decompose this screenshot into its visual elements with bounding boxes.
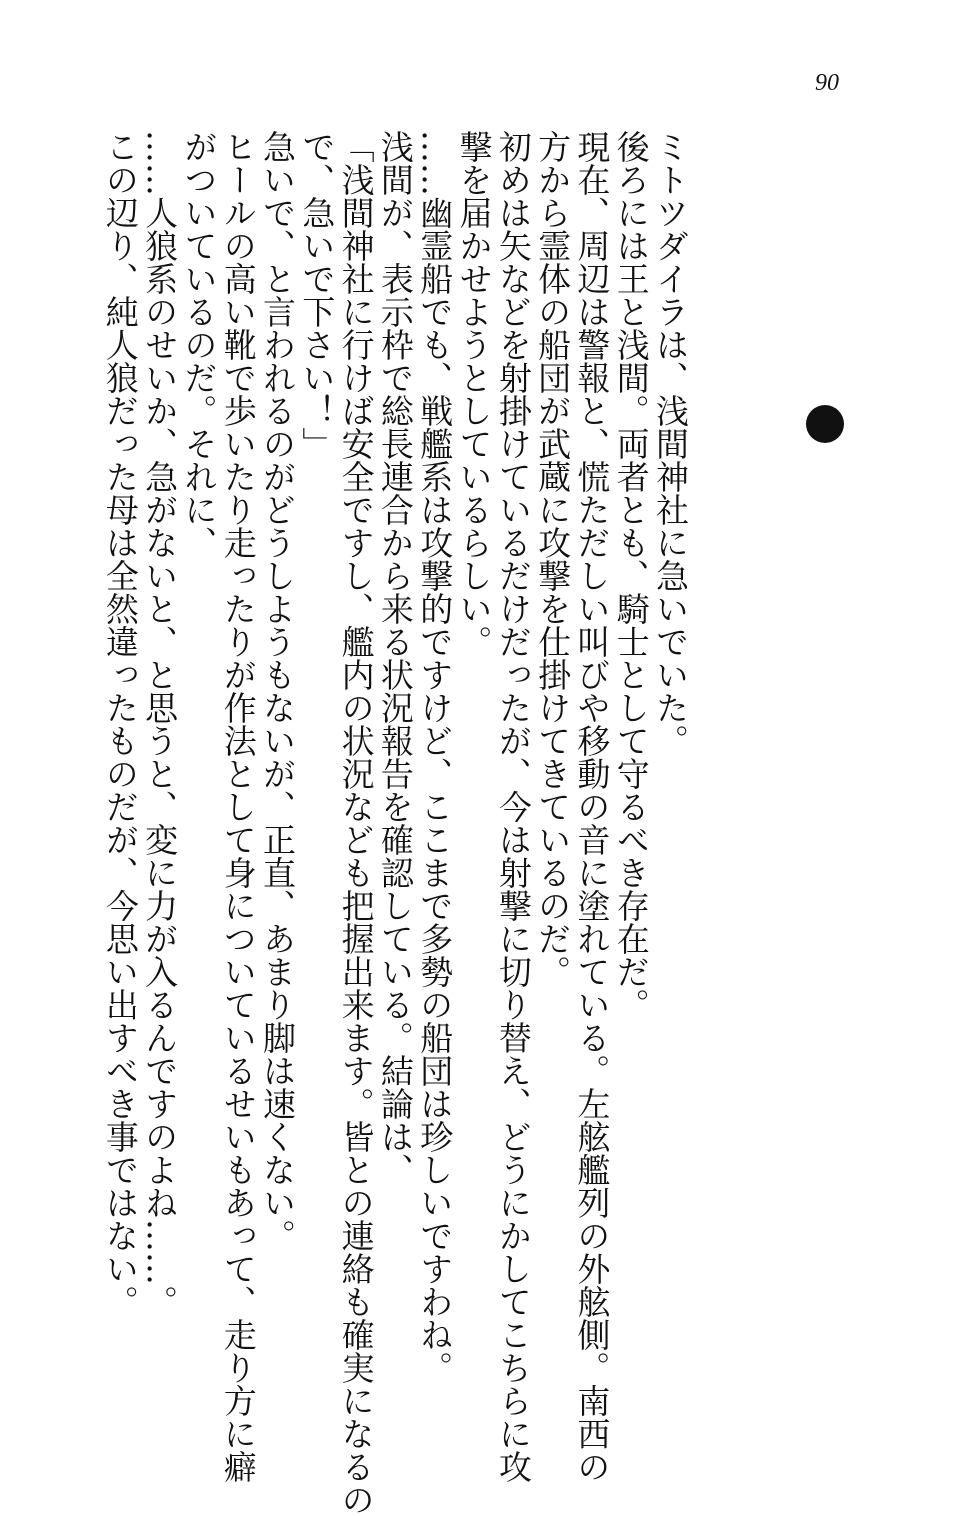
text-line: 急いで、と言われるのがどうしようもないが、正直、あまり脚は速くない。 [258, 130, 298, 1252]
text-line: 撃を届かせようとしているらしい。 [454, 130, 494, 658]
page-number: 90 [815, 70, 839, 96]
text-line: ……幽霊船でも、戦艦系は攻撃的ですけど、ここまで多勢の船団は珍しいですわね。 [415, 130, 455, 1384]
text-line: 初めは矢などを射掛けているだけだったが、今は射撃に切り替え、どうにかしてこちらに攻 [493, 130, 533, 1483]
text-line: で、急いで下さい！」 [297, 130, 337, 460]
text-line: 現在、周辺は警報と、慌ただしい叫びや移動の音に塗れている。左舷艦列の外舷側。南西の [572, 130, 612, 1483]
text-line: ヒールの高い靴で歩いたり走ったりが作法として身についているせいもあって、走り方に癖 [218, 130, 258, 1483]
text-line: がついているのだ。それに、 [179, 130, 219, 559]
text-line: 浅間が、表示枠で総長連合から来る状況報告を確認している。結論は、 [375, 130, 415, 1186]
text-line: ……人狼系のせいか、急がないと、と思うと、変に力が入るんですのよね……。 [140, 130, 180, 1318]
text-line: この辺り、純人狼だった母は全然違ったものだが、今思い出すべき事ではない。 [100, 130, 140, 1318]
text-line: 方から霊体の船団が武蔵に攻撃を仕掛けてきているのだ。 [533, 130, 573, 988]
text-line: 後ろには王と浅間。両者とも、騎士として守るべき存在だ。 [611, 130, 651, 1021]
text-line: ミトツダイラは、浅間神社に急いでいた。 [651, 130, 690, 757]
section-bullet-icon [806, 405, 844, 443]
body-text [100, 130, 690, 1516]
text-line: 「浅間神社に行けば安全ですし、艦内の状況なども把握出来ます。皆との連絡も確実になるの [336, 130, 376, 1516]
